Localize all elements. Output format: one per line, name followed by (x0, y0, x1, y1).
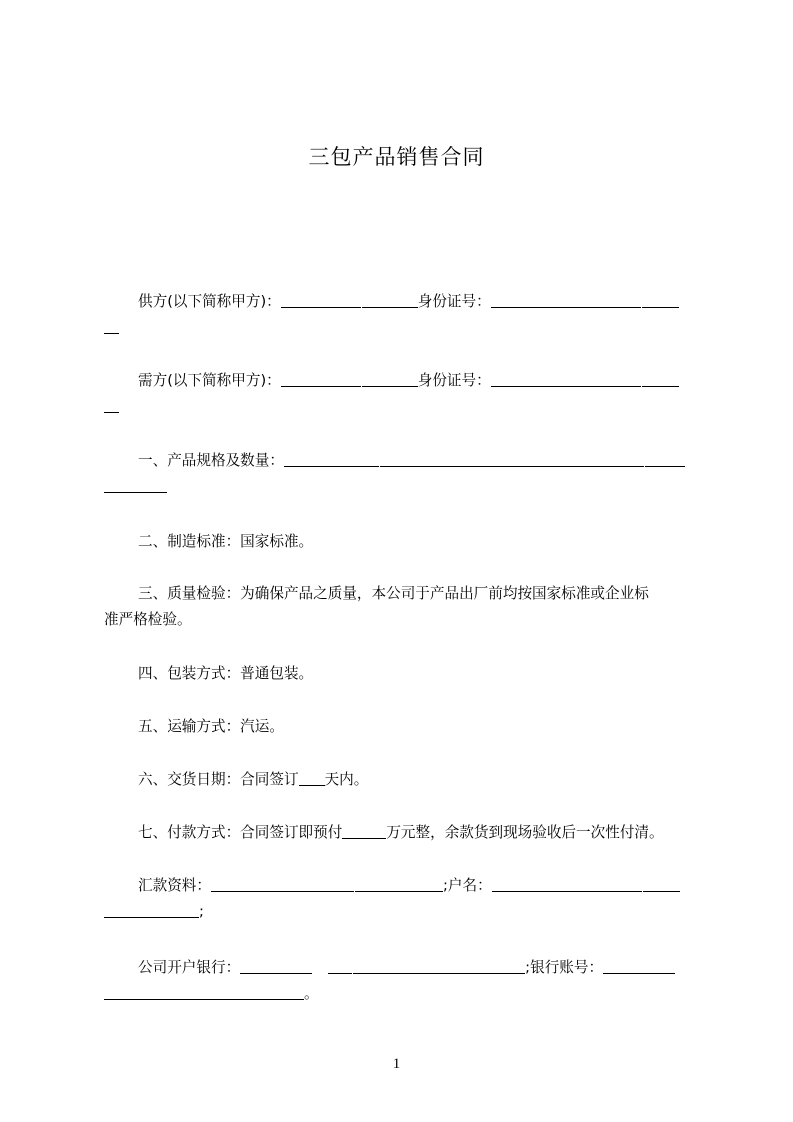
supplier-id-label: 身份证号： (417, 293, 491, 310)
buyer-id-blank[interactable] (491, 371, 641, 387)
spec-label: 一、产品规格及数量： (138, 452, 284, 469)
quality-line-1: 三、质量检验：为确保产品之质量，本公司于产品出厂前均按国家标准或企业标 (138, 585, 649, 602)
account-name-blank-cont[interactable] (104, 902, 199, 918)
clause-payment (104, 820, 704, 846)
account-number-blank-cont[interactable] (104, 984, 304, 1000)
buyer-name-blank[interactable] (281, 371, 361, 387)
remittance-blank[interactable] (211, 876, 354, 892)
buyer-name-blank-2[interactable] (362, 371, 418, 387)
clause-standard: 二、制造标准：国家标准。 (138, 533, 314, 550)
supplier-name-blank[interactable] (281, 292, 361, 308)
account-name-label: 户名： (447, 877, 492, 894)
supplier-label: 供方(以下简称甲方)： (138, 293, 281, 310)
bank-blank[interactable] (240, 958, 312, 974)
delivery-prefix: 六、交货日期：合同签订 (138, 771, 299, 788)
clause-spec (104, 448, 704, 500)
bank-label: 公司开户银行： (138, 959, 241, 976)
remittance-semicolon-2: ; (199, 903, 204, 920)
buyer-id-blank-2[interactable] (642, 371, 679, 387)
bank-period: 。 (304, 985, 319, 1002)
remittance-paragraph (104, 873, 704, 925)
delivery-days-blank[interactable] (299, 770, 325, 786)
page-number: 1 (392, 1056, 401, 1072)
clause-packaging: 四、包装方式：普通包装。 (138, 665, 314, 682)
supplier-id-blank-2[interactable] (642, 292, 679, 308)
buyer-id-label: 身份证号： (417, 372, 491, 389)
spec-blank-3[interactable] (645, 451, 685, 467)
supplier-name-blank-2[interactable] (362, 292, 418, 308)
account-number-label: 银行账号： (530, 959, 604, 976)
clause-delivery (104, 767, 704, 793)
buyer-label: 需方(以下简称甲方)： (138, 372, 281, 389)
bank-semicolon: ; (525, 959, 531, 976)
contract-title: 三包产品销售合同 (308, 145, 485, 169)
payment-prefix: 七、付款方式：合同签订即预付 (138, 824, 343, 841)
supplier-paragraph (104, 289, 704, 341)
delivery-suffix: 天内。 (324, 771, 369, 788)
account-number-blank[interactable] (603, 958, 675, 974)
bank-blank-2[interactable] (328, 958, 352, 974)
supplier-id-blank-cont[interactable] (104, 318, 119, 334)
spec-blank-cont[interactable] (104, 477, 167, 493)
quality-line-2: 准严格检验。 (104, 611, 192, 628)
remittance-label: 汇款资料： (138, 877, 211, 894)
spec-blank[interactable] (284, 451, 379, 467)
bank-blank-3[interactable] (353, 958, 525, 974)
buyer-id-blank-cont[interactable] (104, 397, 119, 413)
remittance-blank-2[interactable] (355, 876, 443, 892)
remittance-semicolon: ; (442, 877, 448, 894)
payment-amount-blank[interactable] (342, 823, 386, 839)
buyer-paragraph (104, 368, 704, 420)
supplier-id-blank[interactable] (491, 292, 641, 308)
bank-paragraph (104, 955, 704, 1007)
account-name-blank-2[interactable] (643, 876, 680, 892)
payment-suffix: 万元整，余款货到现场验收后一次性付清。 (386, 824, 664, 841)
clause-quality (104, 581, 704, 633)
account-name-blank[interactable] (492, 876, 642, 892)
spec-blank-2[interactable] (380, 451, 644, 467)
clause-transport: 五、运输方式：汽运。 (138, 718, 284, 735)
